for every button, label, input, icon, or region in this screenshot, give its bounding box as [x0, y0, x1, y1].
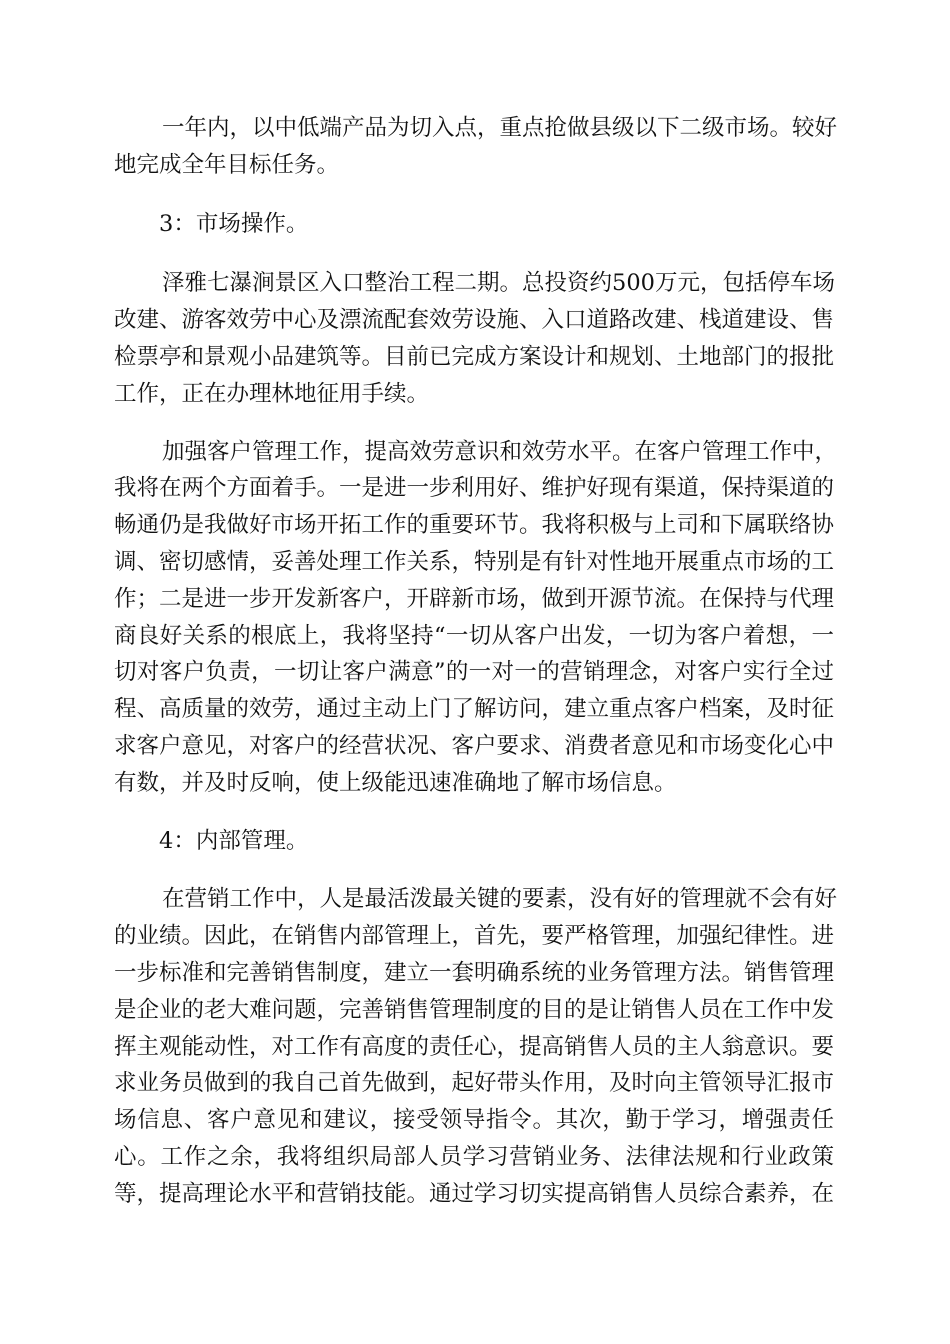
- paragraph: [114, 110, 838, 184]
- text-line: 一步标准和完善销售制度，建立一套明确系统的业务管理方法。销售管理: [114, 959, 835, 986]
- section-heading: [114, 206, 834, 243]
- document-body: [114, 110, 838, 1213]
- text-line: 商良好关系的根底上，我将坚持“一切从客户出发，一切为客户着想，一: [114, 622, 834, 649]
- text-line: 我将在两个方面着手。一是进一步利用好、维护好现有渠道，保持渠道的: [114, 475, 835, 502]
- text-line: 工作，正在办理林地征用手续。: [114, 380, 430, 407]
- text-line: 一年内，以中低端产品为切入点，重点抢做县级以下二级市场。较好: [162, 115, 838, 141]
- text-line: 畅通仍是我做好市场开拓工作的重要环节。我将积极与上司和下属联络协: [114, 512, 835, 539]
- section-heading: [114, 823, 834, 860]
- paragraph: [114, 265, 834, 412]
- text-line: 求业务员做到的我自己首先做到，起好带头作用，及时向主管领导汇报市: [114, 1070, 835, 1097]
- text-line: 检票亭和景观小品建筑等。目前已完成方案设计和规划、土地部门的报批: [114, 343, 835, 370]
- text-line: 心。工作之余，我将组织局部人员学习营销业务、法律法规和行业政策: [114, 1143, 834, 1170]
- paragraph: [114, 881, 838, 1212]
- text-line: 切对客户负责，一切让客户满意”的一对一的营销理念，对客户实行全过: [114, 659, 834, 686]
- text-line: 调、密切感情，妥善处理工作关系，特别是有针对性地开展重点市场的工: [114, 548, 835, 575]
- text-line: 地完成全年目标任务。: [114, 151, 340, 178]
- text-line: 有数，并及时反响，使上级能迅速准确地了解市场信息。: [114, 769, 677, 796]
- text-line: 改建、游客效劳中心及漂流配套效劳设施、入口道路改建、栈道建设、售: [114, 307, 835, 334]
- text-line: 4：内部管理。: [159, 827, 309, 854]
- text-line: 挥主观能动性，对工作有高度的责任心，提高销售人员的主人翁意识。要: [114, 1033, 835, 1060]
- text-line: 作；二是进一步开发新客户，开辟新市场，做到开源节流。在保持与代理: [114, 585, 835, 612]
- text-line: 在营销工作中，人是最活泼最关键的要素，没有好的管理就不会有好: [162, 886, 838, 913]
- text-line: 加强客户管理工作，提高效劳意识和效劳水平。在客户管理工作中，: [162, 438, 838, 465]
- text-line: 场信息、客户意见和建议，接受领导指令。其次，勤于学习，增强责任: [114, 1107, 834, 1134]
- text-line: 是企业的老大难问题，完善销售管理制度的目的是让销售人员在工作中发: [114, 996, 835, 1023]
- text-line: 的业绩。因此，在销售内部管理上，首先，要严格管理，加强纪律性。进: [114, 923, 835, 950]
- text-line: 程、高质量的效劳，通过主动上门了解访问，建立重点客户档案，及时征: [114, 696, 835, 723]
- text-line: 等，提高理论水平和营销技能。通过学习切实提高销售人员综合素养，在: [114, 1180, 835, 1207]
- text-line: 3：市场操作。: [159, 210, 309, 237]
- text-line: 求客户意见，对客户的经营状况、客户要求、消费者意见和市场变化心中: [114, 732, 835, 759]
- text-line: 泽雅七瀑涧景区入口整治工程二期。总投资约500万元，包括停车场: [162, 270, 835, 297]
- paragraph: [114, 434, 838, 802]
